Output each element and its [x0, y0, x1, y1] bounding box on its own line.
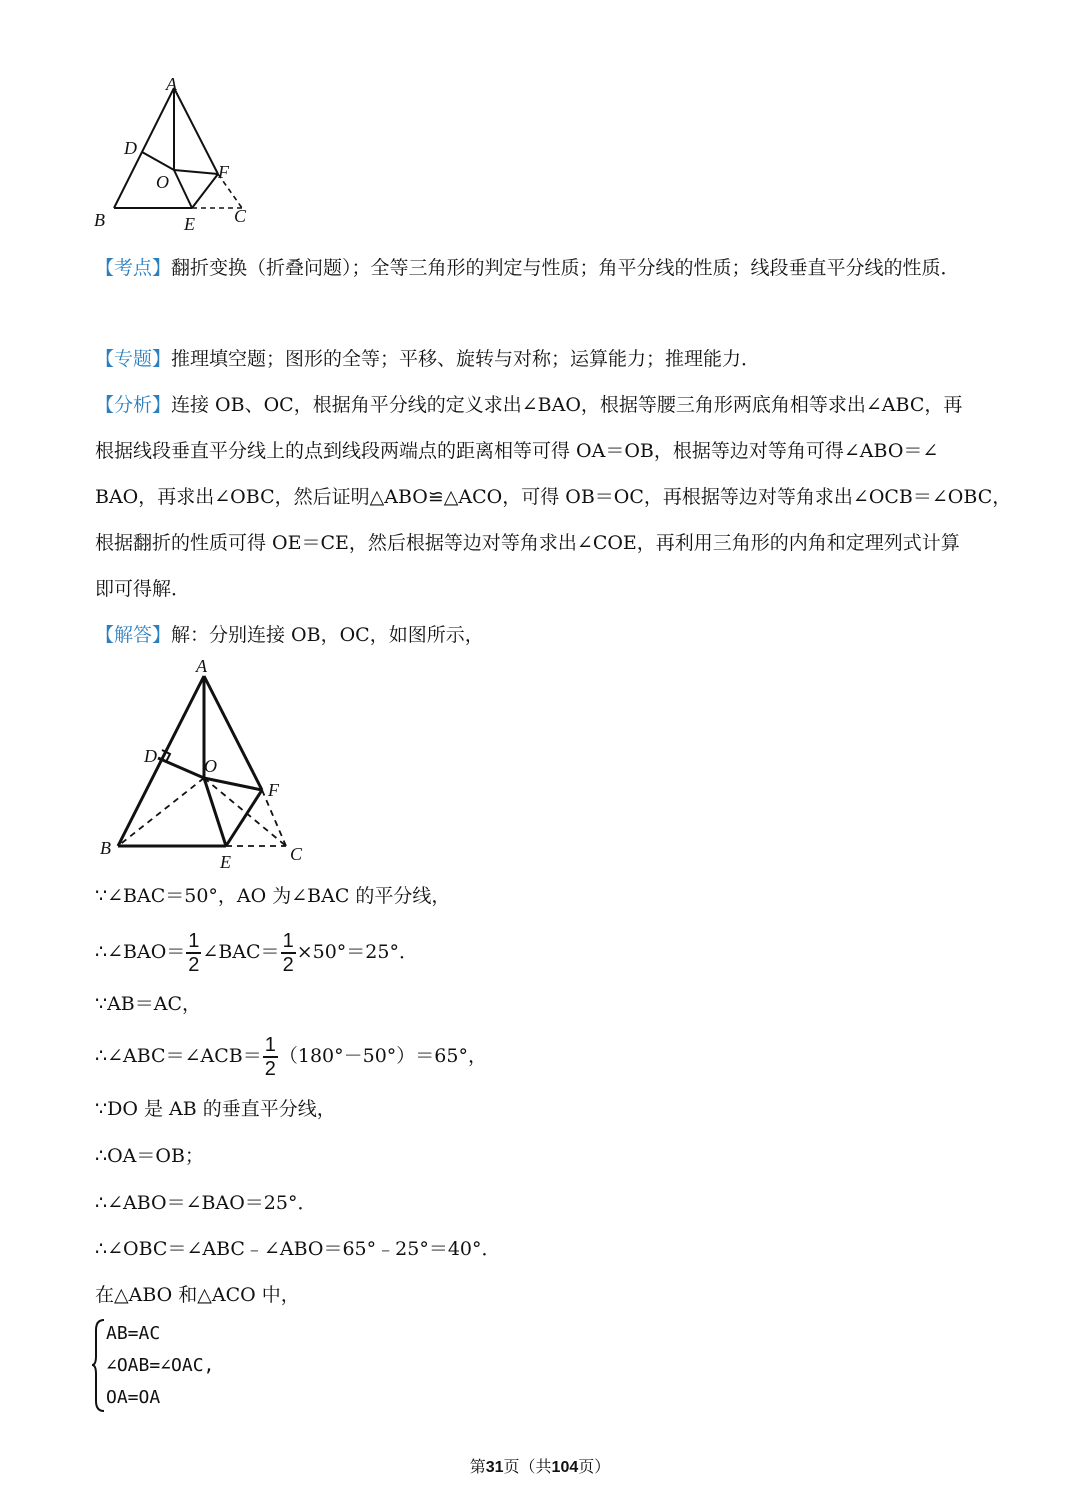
label-E: E	[220, 852, 231, 872]
label-F: F	[218, 162, 229, 182]
label-E: E	[184, 214, 195, 234]
label-C: C	[290, 844, 303, 864]
label-B: B	[100, 838, 111, 858]
page-number: 31	[485, 1459, 504, 1476]
label-O: O	[156, 172, 169, 192]
segment-OF	[204, 778, 262, 790]
segment-EF	[226, 790, 262, 846]
segment-OE	[174, 170, 192, 208]
fraction-numerator: 1	[264, 1034, 276, 1056]
fraction-half	[263, 1035, 278, 1079]
label-D: D	[144, 746, 157, 766]
fenxi-line-1	[95, 391, 1020, 419]
jieda-tag: 【解答】	[95, 624, 172, 646]
fenxi-line-5: 即可得解．	[95, 578, 191, 600]
label-F: F	[268, 780, 279, 800]
label-D: D	[124, 138, 137, 158]
fraction-half	[186, 931, 201, 975]
segment-AB	[118, 676, 204, 846]
fenxi-text-1: 连接 OB、OC，根据角平分线的定义求出∠BAO，根据等腰三角形两底角相等求出∠ABC，再	[171, 394, 963, 416]
segment-DO	[158, 758, 204, 778]
fenxi-line-4: 根据翻折的性质可得 OE＝CE，然后根据等边对等角求出∠COE，再利用三角形的内角和定理列式计算	[95, 532, 960, 554]
zhuanti-tag: 【专题】	[95, 348, 172, 370]
segment-EF	[192, 174, 218, 208]
left-brace	[92, 1318, 106, 1413]
step-2-pre: ∴∠BAO＝	[95, 941, 186, 963]
footer-post: 页）	[578, 1457, 611, 1476]
system-row-2: ∠OAB=∠OAC,	[106, 1355, 215, 1376]
jieda-text: 解：分别连接 OB，OC，如图所示，	[171, 624, 484, 646]
kaodian-text: 翻折变换（折叠问题）；全等三角形的判定与性质；角平分线的性质；线段垂直平分线的性质．	[171, 257, 960, 279]
step-3: ∵AB＝AC，	[95, 993, 202, 1015]
step-2-post: ×50°＝25°．	[296, 941, 418, 963]
step-4-post: （180°－50°）＝65°，	[278, 1045, 487, 1067]
total-pages: 104	[551, 1459, 579, 1476]
step-4-pre: ∴∠ABC＝∠ACB＝	[95, 1045, 262, 1067]
fraction-denominator: 2	[282, 954, 294, 976]
step-6: ∴OA＝OB；	[95, 1145, 204, 1167]
step-4	[95, 1034, 1020, 1079]
step-1: ∵∠BAC＝50°，AO 为∠BAC 的平分线，	[95, 885, 451, 907]
page-footer	[0, 1454, 1080, 1477]
fenxi-tag: 【分析】	[95, 394, 172, 416]
zhuanti-line	[95, 345, 1020, 373]
step-8: ∴∠OBC＝∠ABC﹣∠ABO＝65°﹣25°＝40°．	[95, 1238, 501, 1260]
footer-mid: 页（共	[503, 1457, 552, 1476]
kaodian-line	[95, 254, 1020, 282]
kaodian-tag: 【考点】	[95, 257, 172, 279]
footer-pre: 第	[469, 1457, 486, 1476]
system-row-3: OA=OA	[106, 1387, 161, 1408]
fenxi-line-3: BAO，再求出∠OBC，然后证明△ABO≌△ACO，可得 OB＝OC，再根据等边对等角求出∠OCB＝∠OBC，	[95, 486, 1012, 508]
step-7: ∴∠ABO＝∠BAO＝25°．	[95, 1192, 317, 1214]
fenxi-line-2: 根据线段垂直平分线上的点到线段两端点的距离相等可得 OA＝OB，根据等边对等角可得∠ABO＝∠	[95, 440, 939, 462]
label-C: C	[234, 206, 247, 226]
equation-system	[92, 1318, 292, 1413]
segment-OB-dashed	[118, 778, 204, 846]
jieda-line	[95, 621, 1020, 649]
label-B: B	[94, 210, 105, 230]
fraction-denominator: 2	[264, 1058, 276, 1080]
label-A: A	[196, 656, 207, 676]
figure-2-triangle	[90, 656, 330, 876]
fraction-half	[281, 931, 296, 975]
zhuanti-text: 推理填空题；图形的全等；平移、旋转与对称；运算能力；推理能力．	[171, 348, 761, 370]
step-9: 在△ABO 和△ACO 中，	[95, 1284, 300, 1306]
step-2	[95, 930, 1020, 975]
segment-AF	[174, 88, 218, 174]
system-row-1: AB=AC	[106, 1323, 161, 1344]
fraction-numerator: 1	[188, 930, 200, 952]
fraction-denominator: 2	[188, 954, 200, 976]
segment-OF	[174, 170, 218, 174]
figure-1-triangle	[90, 74, 270, 234]
label-A: A	[166, 74, 177, 94]
step-5: ∵DO 是 AB 的垂直平分线，	[95, 1098, 336, 1120]
label-O: O	[204, 756, 217, 776]
segment-DO	[142, 152, 174, 170]
step-2-mid: ∠BAC＝	[202, 941, 280, 963]
fraction-numerator: 1	[282, 930, 294, 952]
